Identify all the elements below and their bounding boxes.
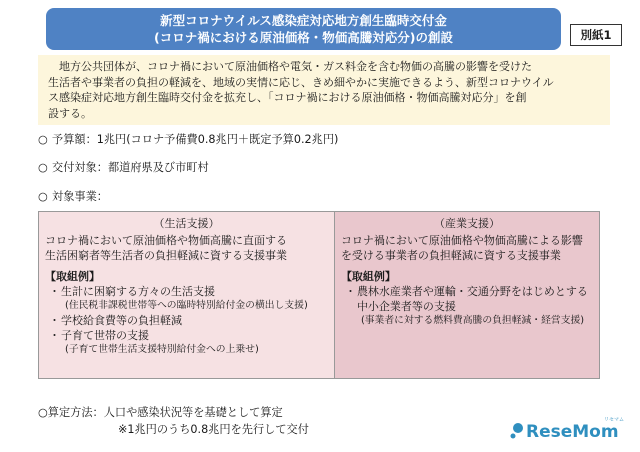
calculation-note: ※1兆円のうち0.8兆円を先行して交付 — [118, 423, 309, 436]
life-support-desc-line-1: コロナ禍において原油価格や物価高騰に直面する — [45, 234, 287, 247]
calculation-method: ○算定方法：人口や感染状況等を基礎として算定 — [38, 406, 283, 419]
life-support-heading: （生活支援） — [153, 217, 220, 230]
title-line-2: (コロナ禍における原油価格・物価高騰対応分)の創設 — [154, 30, 453, 45]
circle-mark-icon: ○ — [38, 190, 48, 203]
budget-text: 予算額：1兆円(コロナ予備費0.8兆円＋既定予算0.2兆円) — [52, 133, 339, 146]
life-support-example-1-note: (住民税非課税世帯等への臨時特別給付金の横出し支援) — [65, 300, 308, 311]
life-support-example-3 — [45, 328, 328, 343]
industry-support-heading: （産業支援） — [433, 217, 500, 230]
life-support-desc-line-2: 生活困窮者等生活者の負担軽減に資する支援事業 — [45, 249, 287, 262]
intro-line-2: 生活者や事業者の負担の軽減を、地域の実情に応じ、きめ細やかに実施できるよう、新型コロナウイル — [48, 75, 554, 89]
intro-box — [38, 55, 610, 125]
life-support-column — [39, 212, 335, 378]
life-support-example-3-text: 子育て世帯の支援 — [61, 329, 149, 342]
life-support-examples-label: 【取組例】 — [45, 270, 100, 283]
intro-line-1: 地方公共団体が、コロナ禍において原油価格や電気・ガス料金を含む物価の高騰の影響を受けた — [48, 60, 532, 73]
industry-support-column — [335, 212, 599, 378]
logo-dot-icon — [513, 423, 523, 433]
industry-support-desc-line-1: コロナ禍において原油価格や物価高騰による影響 — [340, 234, 583, 247]
title-banner — [46, 8, 561, 50]
circle-mark-icon: ○ — [38, 133, 48, 146]
resemom-logo — [508, 410, 628, 442]
intro-line-4: 設する。 — [48, 106, 92, 120]
logo-small-text: リセマム — [604, 417, 624, 423]
target-projects-item — [38, 189, 108, 204]
attachment-label: 別紙1 — [570, 24, 622, 46]
life-support-example-2 — [45, 313, 328, 328]
industry-support-examples-label: 【取組例】 — [340, 270, 396, 283]
projects-table — [38, 211, 600, 379]
bullet-icon: ・ — [49, 285, 60, 298]
logo-dot-icon — [511, 434, 516, 439]
bullet-icon: ・ — [49, 329, 60, 342]
industry-support-example-1-note: (事業者に対する燃料費高騰の負担軽減・経営支援) — [360, 315, 585, 326]
life-support-example-3-note: (子育て世帯生活支援特別給付金への上乗せ) — [65, 344, 259, 355]
title-line-1: 新型コロナウイルス感染症対応地方創生臨時交付金 — [160, 13, 447, 28]
recipients-item — [38, 160, 209, 175]
industry-support-description — [341, 233, 593, 263]
industry-support-example-1-line-2: 中小企業者等の支援 — [356, 300, 456, 313]
bullet-icon: ・ — [49, 314, 60, 327]
life-support-description — [45, 233, 328, 263]
life-support-example-1-text: 生計に困窮する方々の生活支援 — [61, 285, 215, 298]
industry-support-desc-line-2: を受ける事業者の負担軽減に資する支援事業 — [340, 249, 561, 262]
intro-line-3: ス感染症対応地方創生臨時交付金を拡充し、「コロナ禍における原油価格・物価高騰対応分」を創 — [48, 91, 527, 104]
industry-support-example-1-line-1: 農林水産業者や運輸・交通分野をはじめとする — [356, 285, 588, 298]
life-support-example-1 — [45, 284, 328, 299]
target-projects-text: 対象事業： — [52, 190, 108, 203]
bullet-icon: ・ — [344, 285, 356, 298]
circle-mark-icon: ○ — [38, 161, 48, 174]
industry-support-example-1 — [341, 284, 593, 299]
logo-text: ReseMom — [526, 422, 619, 442]
life-support-example-2-text: 学校給食費等の負担軽減 — [61, 314, 182, 327]
budget-item — [38, 132, 338, 147]
recipients-text: 交付対象：都道府県及び市町村 — [52, 161, 209, 174]
